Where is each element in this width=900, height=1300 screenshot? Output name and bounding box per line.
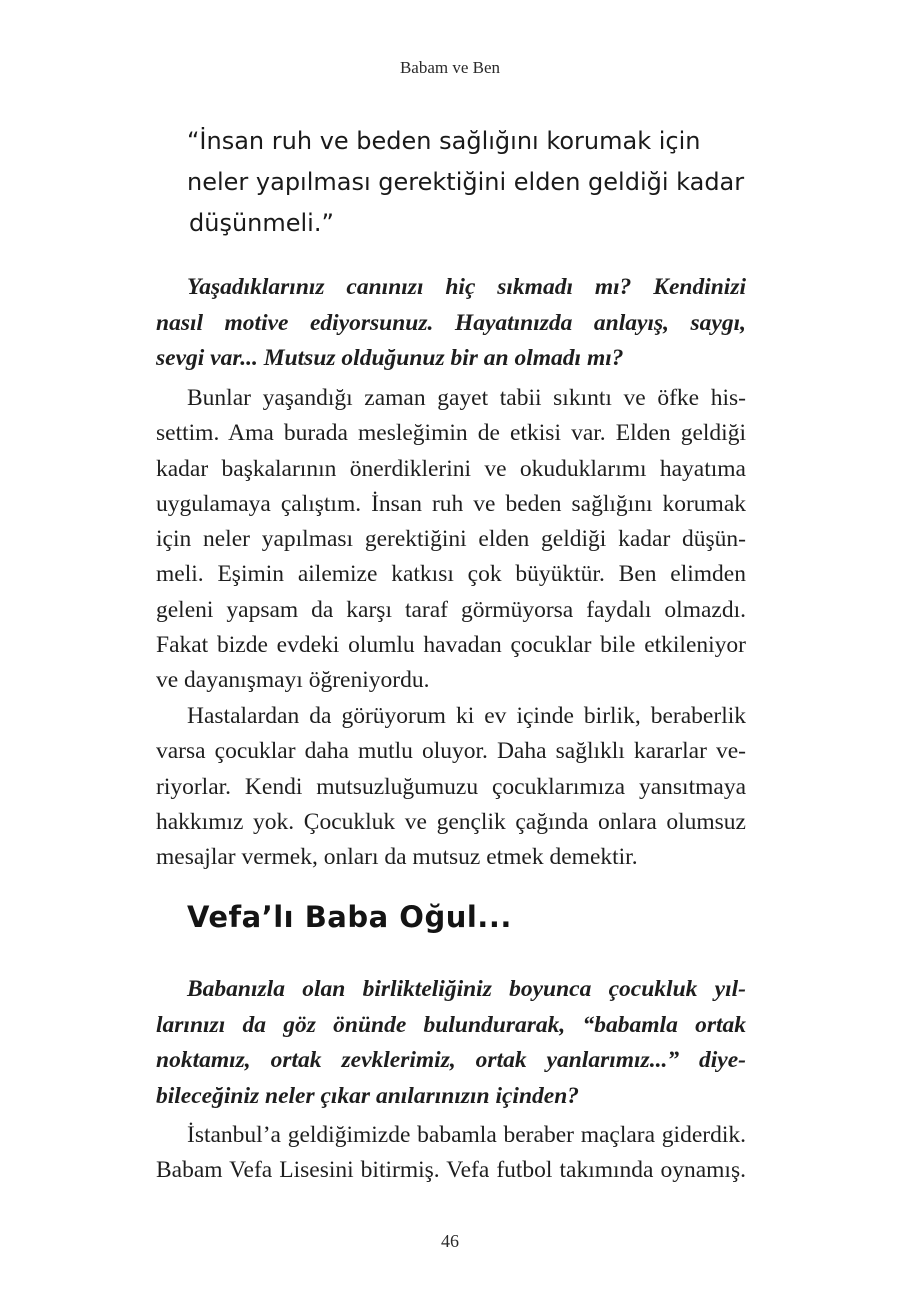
answer-paragraph-1: [156, 381, 746, 699]
question-line: Babanızla olan birlikteliğiniz boyunca çocukluk yıl-: [187, 976, 746, 1002]
answer-paragraph-2: [156, 699, 746, 875]
paragraph-line: geleni yapsam da karşı taraf görmüyorsa faydalı olmazdı.: [156, 596, 746, 623]
question-line: sevgi var... Mutsuz olduğunuz bir an olmadı mı?: [156, 345, 624, 371]
page-number: 46: [441, 1231, 459, 1251]
paragraph-line: varsa çocuklar daha mutlu oluyor. Daha sağlıklı kararlar ve-: [156, 738, 746, 765]
paragraph-line: settim. Ama burada mesleğimin de etkisi var. Elden geldiği: [156, 420, 746, 447]
paragraph-line: meli. Eşimin ailemize katkısı çok büyüktür. Ben elimden: [156, 561, 746, 588]
paragraph-line: kadar başkalarının önerdiklerini ve okuduklarımı hayatıma: [156, 455, 746, 482]
pull-quote-line: “İnsan ruh ve beden sağlığını korumak için: [187, 127, 701, 155]
paragraph-line: İstanbul’a geldiğimizde babamla beraber maçlara giderdik.: [187, 1122, 746, 1148]
pull-quote-line: neler yapılması gerektiğini elden geldiği kadar: [187, 168, 745, 196]
paragraph-line: uygulamaya çalıştım. İnsan ruh ve beden sağlığını korumak: [156, 490, 746, 517]
question-line: larınızı da göz önünde bulundurarak, “babamla ortak: [156, 1011, 746, 1038]
answer-paragraph-3: [156, 1118, 746, 1189]
paragraph-line: riyorlar. Kendi mutsuzluğumuzu çocuklarımıza yansıtmaya: [156, 773, 746, 800]
question-line: nasıl motive ediyorsunuz. Hayatınızda anlayış, saygı,: [156, 309, 746, 336]
running-head: Babam ve Ben: [399, 58, 501, 77]
paragraph-line: hakkımız yok. Çocukluk ve gençlik çağında onlara olumsuz: [156, 808, 746, 835]
paragraph-line: Hastalardan da görüyorum ki ev içinde birlik, beraberlik: [187, 703, 746, 729]
pull-quote: [187, 121, 787, 244]
pull-quote-line: düşünmeli.”: [189, 209, 334, 237]
paragraph-line: Babam Vefa Lisesini bitirmiş. Vefa futbol takımında oynamış.: [156, 1157, 746, 1184]
paragraph-line: için neler yapılması gerektiğini elden geldiği kadar düşün-: [156, 526, 746, 553]
question-line: noktamız, ortak zevklerimiz, ortak yanlarımız...” diye-: [156, 1047, 746, 1073]
interview-question-2: [156, 972, 746, 1114]
question-line: Yaşadıklarınız canınızı hiç sıkmadı mı? Kendinizi: [187, 274, 746, 300]
paragraph-line: Fakat bizde evdeki olumlu havadan çocuklar bile etkileniyor: [156, 632, 746, 659]
question-line: bileceğiniz neler çıkar anılarınızın içinden?: [156, 1082, 580, 1109]
paragraph-line: mesajlar vermek, onları da mutsuz etmek demektir.: [156, 844, 638, 871]
section-heading: Vefa’lı Baba Oğul...: [187, 900, 512, 934]
paragraph-line: Bunlar yaşandığı zaman gayet tabii sıkıntı ve öfke his-: [187, 385, 746, 411]
paragraph-line: ve dayanışmayı öğreniyordu.: [156, 667, 430, 694]
interview-question-1: [156, 270, 746, 377]
